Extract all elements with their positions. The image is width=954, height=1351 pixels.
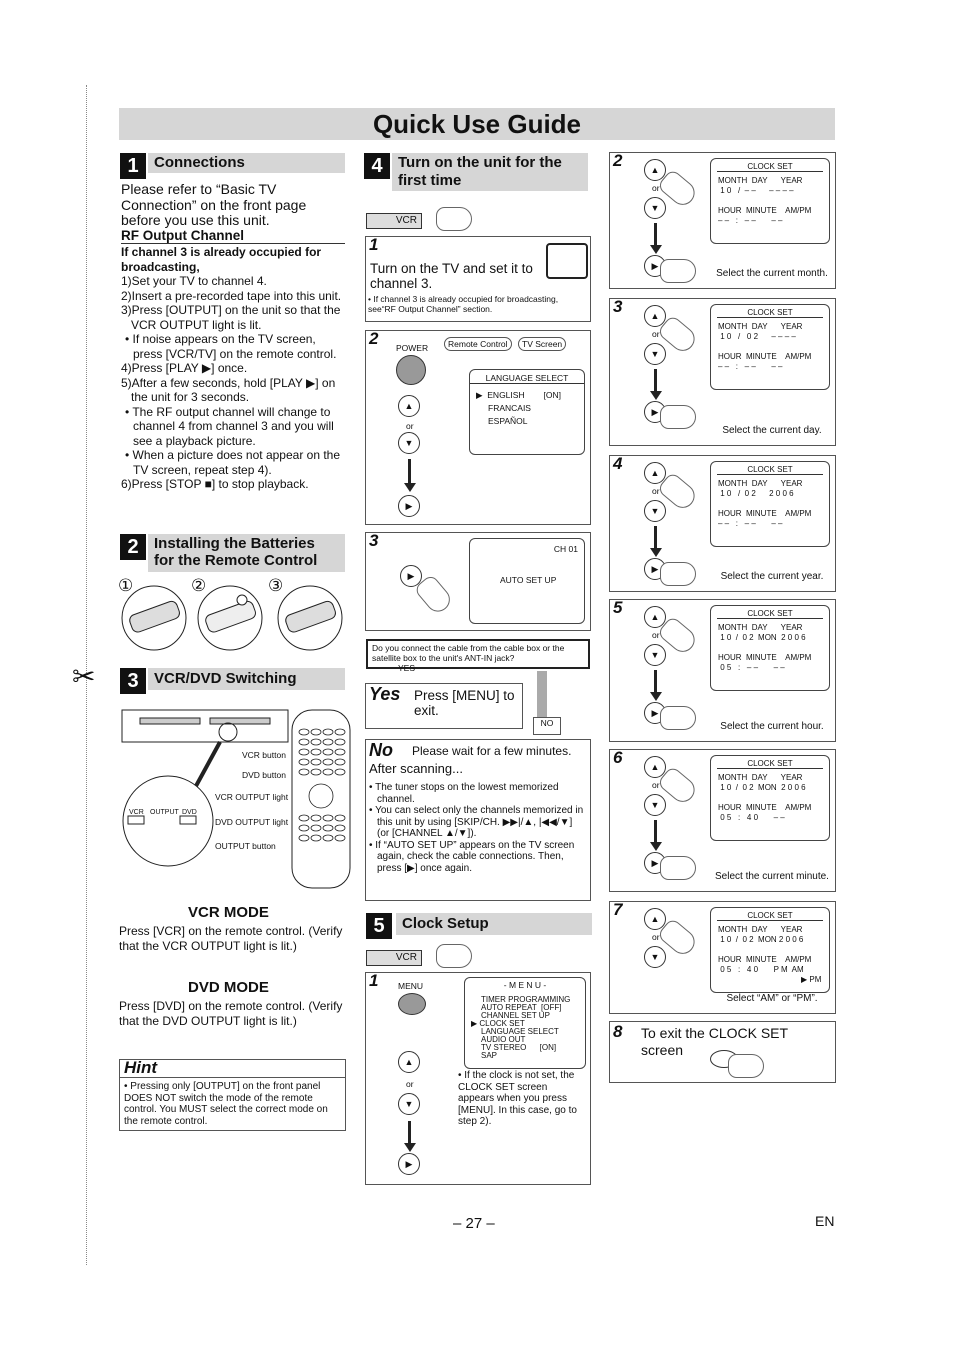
up-button: ▲ — [644, 462, 666, 484]
play-button: ▶ — [644, 255, 666, 277]
arrow-shaft — [654, 369, 657, 391]
or-label: or — [406, 421, 414, 431]
hand-press-icon — [728, 1054, 764, 1078]
clock-row-values: 1 0 / 0 2 MON 2 0 0 6 — [718, 633, 806, 642]
hint-divider — [120, 1077, 345, 1078]
rf-step: 5)After a few seconds, hold [PLAY ▶] on the unit for 3 seconds. — [121, 375, 336, 404]
rf-step: 2)Insert a pre-recorded tape into this unit. — [121, 288, 342, 303]
clock-note: • If the clock is not set, the CLOCK SET screen appears when you press [MENU]. In this case, go to step 2). — [458, 1070, 577, 1127]
menu-item: ▶ CLOCK SET — [471, 1019, 525, 1028]
dvd-mode-text: Press [DVD] on the remote control. (Verify that the DVD OUTPUT light is lit.) — [119, 999, 343, 1028]
connections-intro: Please refer to “Basic TV Connection” on the front page before you use this unit. — [121, 181, 307, 228]
clock-row-values: 0 5 : 4 0 P M AM — [718, 965, 804, 974]
scan-bullet: • If “AUTO SET UP” appears on the TV screen again, check the cable connections. Then, press [▶] once again. — [369, 839, 575, 874]
section-5-heading: Clock Setup — [396, 913, 592, 935]
s5-step1-num: 1 — [369, 971, 379, 990]
language-select-screen — [469, 369, 585, 455]
auto-setup-screen — [469, 538, 585, 624]
arrow-down-icon — [650, 692, 662, 701]
battery-circle-2: ② — [191, 576, 207, 595]
clock-set-screen — [710, 304, 830, 390]
no-text: Please wait for a few minutes. — [412, 744, 572, 758]
page-title: Quick Use Guide — [119, 108, 835, 140]
label-output-button: OUTPUT button — [215, 841, 276, 851]
clock-set-screen — [710, 605, 830, 691]
clock-step-4 — [609, 455, 836, 592]
yes-label: Yes — [369, 684, 401, 704]
or-label: or — [652, 183, 660, 193]
or-label: or — [652, 932, 660, 942]
clock-step-caption: Select “AM” or “PM”. — [726, 993, 818, 1004]
clock-step-8 — [609, 1021, 836, 1083]
clock-row-labels: MONTH DAY YEAR — [718, 479, 803, 488]
arrow-down-icon — [650, 245, 662, 254]
after-scanning: After scanning... — [369, 761, 463, 776]
section-2-number: 2 — [120, 534, 146, 560]
clock-row-extra: ▶ PM — [801, 975, 822, 984]
label-vcr-button: VCR button — [242, 750, 286, 760]
s4-step3-box — [365, 532, 591, 631]
clock-set-title: CLOCK SET — [717, 911, 823, 921]
section-4-heading: Turn on the unit for the first time — [392, 153, 588, 191]
down-button: ▼ — [644, 794, 666, 816]
scan-bullet: • You can select only the channels memorized in this unit by using [SKIP/CH. ▶▶|/▲, |◀◀/▼] (or [CHANNEL ▲/▼]). — [369, 805, 584, 839]
power-label: POWER — [396, 343, 429, 353]
label-dvd-button: DVD button — [242, 770, 286, 780]
play-button: ▶ — [398, 495, 420, 517]
rf-step: 6)Press [STOP ■] to stop playback. — [121, 477, 309, 491]
label-dvd-output-light: DVD OUTPUT light — [215, 817, 289, 827]
menu-item: AUDIO OUT — [481, 1035, 526, 1044]
power-button — [396, 355, 426, 385]
or-label: or — [652, 780, 660, 790]
arrow-shaft — [408, 459, 411, 483]
clock-row-values: – – : – – – – — [718, 362, 783, 371]
battery-illustration — [120, 580, 346, 654]
clock-row-labels: HOUR MINUTE AM/PM — [718, 206, 812, 215]
down-button: ▼ — [398, 1093, 420, 1115]
hand-press-icon — [436, 944, 472, 968]
clock-step-num: 3 — [613, 297, 623, 316]
menu-item: AUTO REPEAT [OFF] — [481, 1003, 562, 1012]
clock-step-num: 6 — [613, 748, 623, 767]
s4-step1-num: 1 — [369, 235, 379, 254]
menu-item: LANGUAGE SELECT — [481, 1027, 559, 1036]
clock-step-2 — [609, 152, 836, 289]
or-label: or — [652, 630, 660, 640]
tv-icon — [546, 243, 588, 279]
clock-row-values: 0 5 : – – – – — [718, 663, 785, 672]
lang-item: ▶ ENGLISH [ON] — [476, 390, 561, 400]
clock-row-labels: MONTH DAY YEAR — [718, 773, 803, 782]
menu-items — [471, 995, 585, 1060]
play-button: ▶ — [398, 1153, 420, 1175]
up-button: ▲ — [398, 395, 420, 417]
vcr-mode-text: Press [VCR] on the remote control. (Verify that the VCR OUTPUT light is lit.) — [119, 924, 343, 953]
down-button: ▼ — [644, 343, 666, 365]
scan-bullet: • The tuner stops on the lowest memorized channel. — [369, 782, 559, 805]
clock-row-labels: HOUR MINUTE AM/PM — [718, 509, 812, 518]
clock-step-5 — [609, 599, 836, 742]
vcr-mode-heading: VCR MODE — [188, 904, 269, 921]
lang-item: ESPAÑOL — [488, 416, 528, 426]
clock-set-screen — [710, 461, 830, 547]
scissors-icon: ✂ — [72, 661, 96, 692]
rf-step: 1)Set your TV to channel 4. — [121, 274, 267, 288]
section-2-heading: Installing the Batteries for the Remote Control — [148, 534, 345, 572]
section-3-heading: VCR/DVD Switching — [148, 668, 345, 690]
clock-set-title: CLOCK SET — [717, 162, 823, 172]
language-title: LANGUAGE SELECT — [470, 373, 584, 384]
menu-item: TV STEREO [ON] — [481, 1043, 557, 1052]
clock-row-labels: MONTH DAY YEAR — [718, 322, 803, 331]
down-button: ▼ — [644, 644, 666, 666]
s4-step1-note: • If channel 3 is already occupied for broadcasting, see“RF Output Channel” section. — [368, 294, 559, 314]
hand-press-icon — [660, 259, 696, 283]
hand-press-icon — [660, 562, 696, 586]
up-button: ▲ — [398, 1051, 420, 1073]
tv-screen-tag: TV Screen — [518, 337, 566, 351]
clock-row-values: 1 0 / 0 2 MON 2 0 0 6 — [718, 935, 804, 944]
s5-step1-box — [365, 972, 591, 1185]
clock-step-7 — [609, 901, 836, 1014]
arrow-shaft — [654, 526, 657, 548]
yes-text: Press [MENU] to exit. — [414, 688, 515, 718]
clock-set-screen — [710, 755, 830, 841]
up-button: ▲ — [644, 606, 666, 628]
clock-set-title: CLOCK SET — [717, 308, 823, 318]
lang-item: FRANCAIS — [488, 403, 531, 413]
rf-step: • If noise appears on the TV screen, press [VCR/TV] on the remote control. — [125, 332, 337, 361]
clock-row-labels: HOUR MINUTE AM/PM — [718, 803, 812, 812]
no-arrow-shaft — [537, 671, 547, 717]
rf-steps — [121, 274, 345, 492]
dvd-mode-heading: DVD MODE — [188, 979, 269, 996]
menu-title: - M E N U - — [503, 980, 547, 990]
clock-row-values: 1 0 / 0 2 2 0 0 6 — [718, 489, 794, 498]
menu-label: MENU — [398, 981, 424, 991]
clock-step-3 — [609, 298, 836, 446]
clock-row-labels: MONTH DAY YEAR — [718, 623, 803, 632]
clock-step-caption: Select the current day. — [722, 425, 822, 436]
or-label: or — [652, 329, 660, 339]
channel-readout: CH 01 — [553, 544, 578, 554]
play-button: ▶ — [644, 852, 666, 874]
s4-step2-box — [365, 330, 591, 525]
rf-step: • The RF output channel will change to channel 4 from channel 3 and you will see a playback picture. — [125, 404, 334, 448]
arrow-shaft — [654, 820, 657, 842]
clock-step-8-text: To exit the CLOCK SET screen — [641, 1025, 788, 1058]
clock-row-values: – – : – – – – — [718, 216, 783, 225]
arrow-down-icon — [404, 483, 416, 492]
auto-setup-text: AUTO SET UP — [500, 575, 557, 585]
section-1-heading: Connections — [148, 153, 345, 173]
s4-step1-text: Turn on the TV and set it to channel 3. — [370, 261, 533, 291]
clock-step-num: 2 — [613, 151, 623, 170]
up-button: ▲ — [644, 756, 666, 778]
up-button: ▲ — [644, 305, 666, 327]
down-button: ▼ — [644, 500, 666, 522]
play-button: ▶ — [644, 702, 666, 724]
clock-step-num: 4 — [613, 454, 623, 473]
clock-row-labels: MONTH DAY YEAR — [718, 176, 803, 185]
battery-circle-3: ③ — [268, 576, 284, 595]
play-button: ▶ — [644, 558, 666, 580]
play-button: ▶ — [400, 565, 422, 587]
hand-press-icon — [436, 207, 472, 231]
language-code: EN — [815, 1213, 835, 1229]
label-vcr-output-light: VCR OUTPUT light — [215, 792, 289, 802]
clock-row-labels: HOUR MINUTE AM/PM — [718, 955, 812, 964]
clock-step-caption: Select the current hour. — [720, 721, 824, 732]
hand-press-icon — [660, 706, 696, 730]
clock-row-values: 1 0 / 0 2 MON 2 0 0 6 — [718, 783, 806, 792]
s4-step3-num: 3 — [369, 531, 379, 550]
up-button: ▲ — [644, 159, 666, 181]
rf-bold-note: If channel 3 is already occupied for broadcasting, — [121, 245, 322, 274]
vcr-badge-label: VCR — [366, 213, 422, 229]
down-button: ▼ — [644, 197, 666, 219]
clock-set-title: CLOCK SET — [717, 465, 823, 475]
no-label: No — [369, 740, 393, 760]
up-button: ▲ — [644, 908, 666, 930]
battery-circle-1: ① — [118, 576, 134, 595]
panel-label-dvd: DVD — [182, 809, 197, 816]
panel-label-output: OUTPUT — [150, 809, 179, 816]
clock-step-caption: Select the current minute. — [715, 871, 829, 882]
clock-row-labels: MONTH DAY YEAR — [718, 925, 803, 934]
hint-text: • Pressing only [OUTPUT] on the front panel DOES NOT switch the mode of the remote control. You MUST select the correct mode on the remote control. — [124, 1081, 328, 1127]
arrow-shaft — [408, 1121, 411, 1143]
cable-question: Do you connect the cable from the cable box or the satellite box to the unit's ANT-IN jack? — [366, 639, 590, 669]
clock-step-num: 7 — [613, 900, 623, 919]
yes-box — [365, 683, 523, 729]
arrow-down-icon — [650, 548, 662, 557]
clock-step-8-num: 8 — [613, 1022, 623, 1041]
clock-row-labels: HOUR MINUTE AM/PM — [718, 653, 812, 662]
or-label: or — [406, 1079, 414, 1089]
clock-row-values: 1 0 / 0 2 – – – – — [718, 332, 796, 341]
clock-set-screen — [710, 158, 830, 244]
vcr-remote-badge-2 — [366, 942, 476, 968]
no-box — [365, 739, 591, 901]
clock-row-values: – – : – – – – — [718, 519, 783, 528]
no-tag: NO — [533, 717, 561, 735]
remote-control-illustration — [290, 708, 352, 890]
clock-step-caption: Select the current month. — [716, 268, 828, 279]
down-button: ▼ — [398, 432, 420, 454]
or-label: or — [652, 486, 660, 496]
arrow-down-icon — [650, 842, 662, 851]
menu-item: TIMER PROGRAMMING — [481, 995, 571, 1004]
hint-box — [119, 1059, 346, 1131]
clock-set-screen — [710, 907, 830, 993]
clock-step-6 — [609, 749, 836, 892]
s4-step2-num: 2 — [369, 329, 379, 348]
yes-tag: YES — [398, 663, 416, 673]
arrow-down-icon — [404, 1143, 416, 1152]
clock-row-values: 1 0 / – – – – – – — [718, 186, 794, 195]
section-4-number: 4 — [364, 153, 390, 179]
rf-step: 3)Press [OUTPUT] on the unit so that the VCR OUTPUT light is lit. — [121, 303, 341, 332]
section-3-number: 3 — [120, 668, 146, 694]
rf-step: 4)Press [PLAY ▶] once. — [121, 361, 248, 375]
arrow-shaft — [654, 670, 657, 692]
clock-step-caption: Select the current year. — [720, 571, 824, 582]
remote-control-tag: Remote Control — [444, 337, 512, 351]
vcr-remote-badge — [366, 205, 476, 231]
arrow-shaft — [654, 223, 657, 245]
play-button: ▶ — [644, 401, 666, 423]
clock-row-labels: HOUR MINUTE AM/PM — [718, 352, 812, 361]
hand-press-icon — [660, 856, 696, 880]
menu-item: CHANNEL SET UP — [481, 1011, 550, 1020]
vcr-badge-label: VCR — [366, 950, 422, 966]
clock-set-title: CLOCK SET — [717, 609, 823, 619]
rf-output-heading: RF Output Channel — [121, 228, 345, 244]
menu-screen — [464, 977, 586, 1069]
scan-bullets — [369, 782, 587, 874]
menu-item: SAP — [481, 1051, 498, 1060]
clock-row-values: 0 5 : 4 0 – – — [718, 813, 785, 822]
section-1-number: 1 — [120, 153, 146, 179]
rf-step: • When a picture does not appear on the TV screen, repeat step 4). — [125, 448, 341, 477]
panel-label-vcr: VCR — [129, 809, 144, 816]
clock-step-num: 5 — [613, 598, 623, 617]
clock-set-title: CLOCK SET — [717, 759, 823, 769]
hint-heading: Hint — [124, 1058, 158, 1077]
menu-button — [398, 993, 426, 1015]
down-button: ▼ — [644, 946, 666, 968]
s4-step1-box — [365, 236, 591, 322]
page-number: – 27 – — [453, 1215, 495, 1232]
section-5-number: 5 — [366, 913, 392, 939]
hand-press-icon — [660, 405, 696, 429]
arrow-down-icon — [650, 391, 662, 400]
